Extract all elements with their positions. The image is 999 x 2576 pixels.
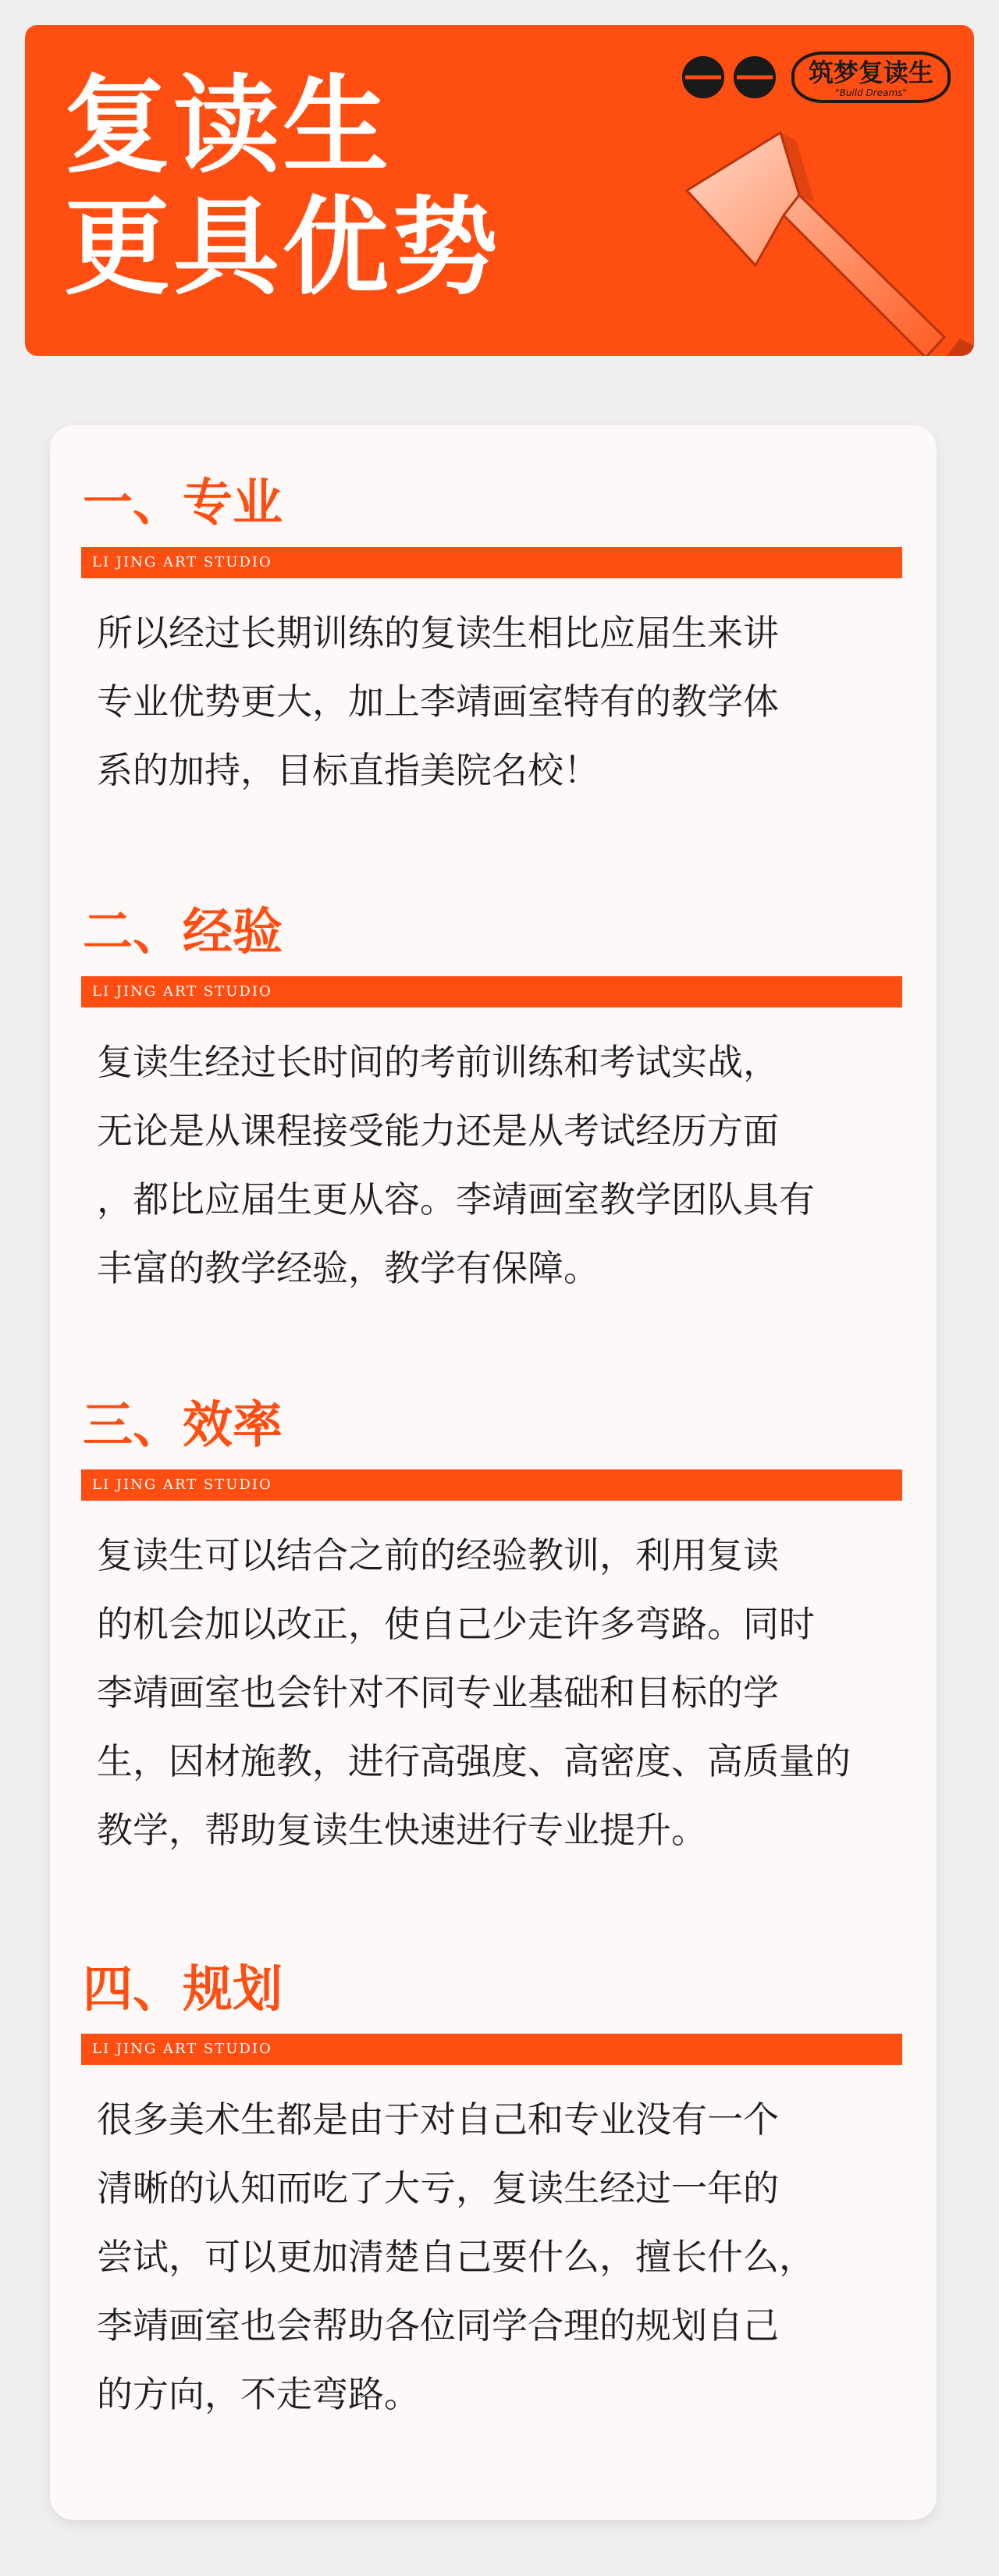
- section-body: [97, 1521, 893, 1864]
- body-line: 复读生经过长时间的考前训练和考试实战，: [97, 1041, 779, 1083]
- section-title: 二、经验: [83, 904, 283, 961]
- section-title: 三、效率: [83, 1397, 283, 1455]
- body-line: 李靖画室也会帮助各位同学合理的规划自己: [97, 2304, 779, 2347]
- section-body: [97, 2085, 893, 2429]
- section-bar: LI JING ART STUDIO: [81, 547, 902, 578]
- body-line: 生，因材施教，进行高强度、高密度、高质量的: [97, 1740, 851, 1782]
- body-line: 尝试，可以更加清楚自己要什么，擅长什么，: [97, 2236, 815, 2278]
- logo-main-text: 筑梦复读生: [808, 58, 933, 87]
- section-bar: LI JING ART STUDIO: [81, 976, 902, 1007]
- body-line: 专业优势更大，加上李靖画室特有的教学体: [97, 680, 779, 723]
- body-line: 系的加持，目标直指美院名校！: [97, 749, 599, 791]
- eye-icon: [682, 56, 724, 98]
- body-line: 的方向，不走弯路。: [97, 2373, 420, 2415]
- section-title: 一、专业: [83, 474, 283, 532]
- section-body: [97, 599, 893, 805]
- section-bar: LI JING ART STUDIO: [81, 2034, 902, 2065]
- body-line: 的机会加以改正，使自己少走许多弯路。同时: [97, 1603, 815, 1645]
- body-line: 无论是从课程接受能力还是从考试经历方面: [97, 1110, 779, 1152]
- body-line: 很多美术生都是由于对自己和专业没有一个: [97, 2098, 779, 2141]
- content-card: [50, 425, 937, 2520]
- section-title: 四、规划: [83, 1961, 283, 2019]
- body-line: 清晰的认知而吃了大亏，复读生经过一年的: [97, 2167, 779, 2209]
- section-bar: LI JING ART STUDIO: [81, 1469, 902, 1501]
- body-line: 丰富的教学经验，教学有保障。: [97, 1247, 599, 1289]
- headline: [64, 66, 501, 309]
- logo-sub-text: "Build Dreams": [835, 87, 907, 98]
- header-banner: [25, 25, 974, 356]
- logo-wordmark: [791, 52, 951, 103]
- headline-line-2: 更具优势: [64, 187, 501, 310]
- eye-icon: [734, 56, 776, 98]
- body-line: 李靖画室也会针对不同专业基础和目标的学: [97, 1672, 779, 1714]
- body-line: 所以经过长期训练的复读生相比应届生来讲: [97, 612, 779, 654]
- body-line: 复读生可以结合之前的经验教训，利用复读: [97, 1534, 779, 1576]
- body-line: 教学，帮助复读生快速进行专业提升。: [97, 1809, 707, 1851]
- arrow-icon: [673, 119, 974, 356]
- headline-line-1: 复读生: [64, 65, 392, 188]
- body-line: ，都比应届生更从容。李靖画室教学团队具有: [97, 1178, 815, 1220]
- section-body: [97, 1028, 893, 1302]
- logo: [682, 52, 951, 103]
